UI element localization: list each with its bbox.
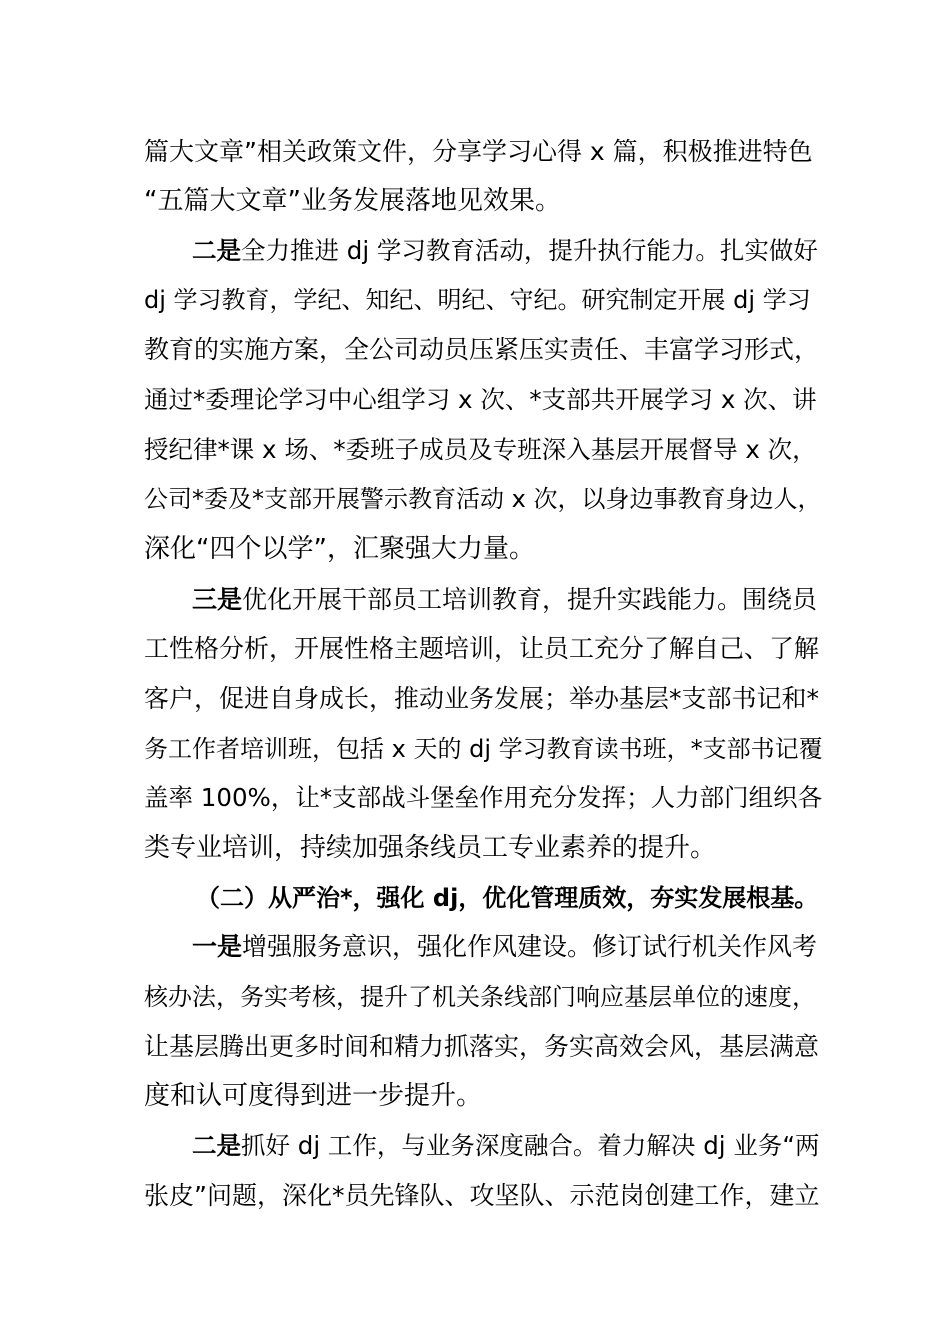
text-line-content: 务工作者培训班，包括 x 天的 dj 学习教育读书班，*支部书记覆 <box>144 735 823 763</box>
text-line <box>144 1071 824 1121</box>
text-line-content: dj 学习教育，学纪、知纪、明纪、守纪。研究制定开展 dj 学习 <box>144 286 811 314</box>
text-line-content: “五篇大文章”业务发展落地见效果。 <box>144 186 561 216</box>
text-line <box>144 325 824 375</box>
text-line <box>144 474 824 524</box>
paragraph-first-line <box>192 922 824 972</box>
paragraph-lead: 三是 <box>192 585 243 614</box>
paragraph-first-line <box>192 1121 824 1171</box>
text-line <box>144 624 824 674</box>
text-line-content: 优化开展干部员工培训教育，提升实践能力。围绕员 <box>242 585 818 614</box>
text-line-content: 客户，促进自身成长，推动业务发展；举办基层*支部书记和* <box>144 684 820 713</box>
text-line-content: 教育的实施方案，全公司动员压紧压实责任、丰富学习形式， <box>144 335 820 364</box>
text-line-content: 度和认可度得到进一步提升。 <box>144 1081 483 1111</box>
text-line-content: 通过*委理论学习中心组学习 x 次、*支部共开展学习 x 次、讲 <box>144 385 817 414</box>
text-line <box>144 524 824 574</box>
text-line <box>144 724 824 774</box>
text-line <box>144 773 824 823</box>
text-line-content: 让基层腾出更多时间和精力抓落实，务实高效会风，基层满意 <box>144 1032 820 1061</box>
text-line <box>144 1171 824 1221</box>
text-line <box>144 823 824 873</box>
text-line-content: 核办法，务实考核，提升了机关条线部门响应基层单位的速度， <box>144 983 816 1011</box>
text-line-content: 深化“四个以学”，汇聚强大力量。 <box>144 534 535 564</box>
text-line <box>144 972 824 1022</box>
text-line-content: 类专业培训，持续加强条线员工专业素养的提升。 <box>144 833 717 863</box>
text-line-content: 全力推进 dj 学习教育活动，提升执行能力。扎实做好 <box>241 236 818 265</box>
text-line <box>144 1022 824 1072</box>
paragraph-first-line <box>192 575 824 625</box>
text-line-content: 篇大文章”相关政策文件，分享学习心得 x 篇，积极推进特色 <box>144 137 813 166</box>
text-line-content: 张皮”问题，深化*员先锋队、攻坚队、示范岗创建工作，建立 <box>144 1181 820 1210</box>
paragraph-lead: 二是 <box>192 236 241 265</box>
text-line <box>144 425 824 475</box>
text-line-content: 公司*委及*支部开展警示教育活动 x 次，以身边事教育身边人， <box>144 485 822 513</box>
text-line <box>144 375 824 425</box>
section-heading <box>196 873 826 923</box>
text-line-content: 工性格分析，开展性格主题培训，让员工充分了解自己、了解 <box>144 634 820 663</box>
text-line <box>144 674 824 724</box>
text-line-content: 授纪律*课 x 场、*委班子成员及专班深入基层开展督导 x 次， <box>144 435 817 464</box>
text-line-content: 抓好 dj 工作，与业务深度融合。着力解决 dj 业务“两 <box>241 1131 820 1160</box>
section-heading-text: （二）从严治*，强化 dj，优化管理质效，夯实发展根基。 <box>196 884 819 912</box>
text-line <box>144 176 824 226</box>
text-line <box>144 127 824 177</box>
text-line <box>144 275 824 325</box>
paragraph-first-line <box>192 226 824 276</box>
paragraph-lead: 一是 <box>192 932 243 961</box>
text-line-content: 增强服务意识，强化作风建设。修订试行机关作风考 <box>242 932 818 961</box>
text-line-content: 盖率 100%，让*支部战斗堡垒作用充分发挥；人力部门组织各 <box>144 783 823 812</box>
paragraph-lead: 二是 <box>192 1131 241 1160</box>
